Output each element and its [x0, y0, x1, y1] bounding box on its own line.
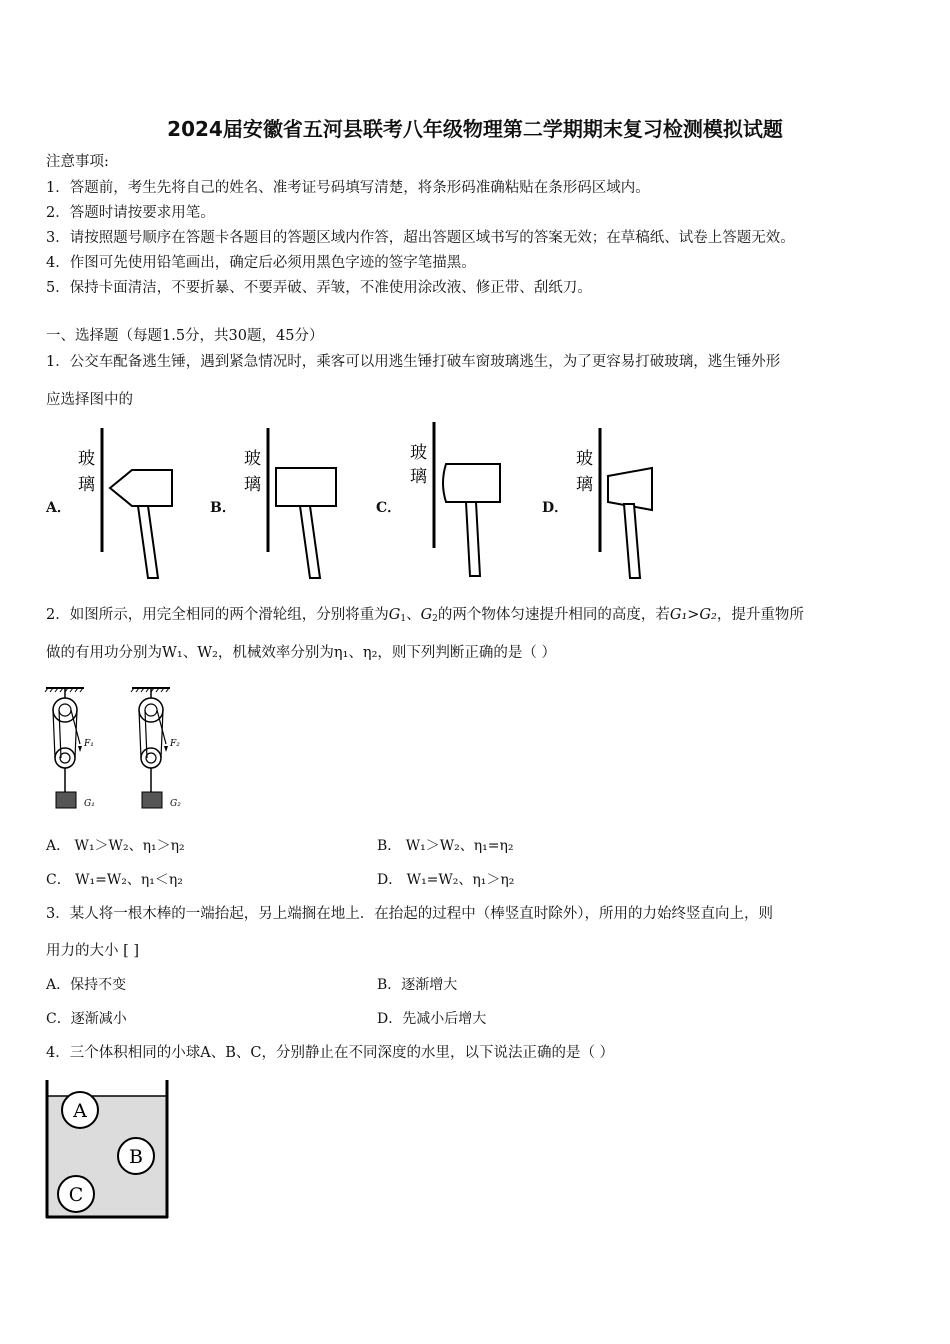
glass-label: 玻 — [78, 449, 95, 469]
ball-label: B — [129, 1146, 143, 1168]
notice-item: 4．作图可先使用铅笔画出，确定后必须用黑色字迹的签字笔描黑。 — [46, 255, 476, 271]
pulley-figure-2 — [130, 686, 196, 816]
glass-label: 玻 — [244, 449, 261, 469]
hammer-figure-b — [238, 420, 343, 582]
water-container-figure — [44, 1078, 170, 1220]
question-2-text: 2．如图所示，用完全相同的两个滑轮组，分别将重为$G_1$、$G_2$的两个物体匀速提升相同的高度，若G₁>G₂，提升重物所 — [46, 607, 804, 624]
notice-item: 5．保持卡面清洁，不要折暴、不要弄破、弄皱，不准使用涂改液、修正带、刮纸刀。 — [46, 280, 592, 296]
question-2-text: 做的有用功分别为W₁、W₂，机械效率分别为η₁、η₂，则下列判断正确的是（ ） — [46, 645, 557, 661]
page-title: 2024届安徽省五河县联考八年级物理第二学期期末复习检测模拟试题 — [167, 117, 783, 141]
weight-label: G₂ — [170, 799, 181, 809]
ball-label: A — [73, 1100, 87, 1122]
question-1-text: 应选择图中的 — [46, 392, 133, 408]
glass-label: 璃 — [244, 475, 261, 495]
notice-heading: 注意事项: — [46, 154, 109, 170]
hammer-figure-c — [404, 418, 509, 580]
glass-label: 玻 — [576, 449, 593, 469]
notice-item: 2．答题时请按要求用笔。 — [46, 205, 215, 221]
notice-item: 3．请按照题号顺序在答题卡各题目的答题区域内作答，超出答题区域书写的答案无效；在草稿纸、试卷上答题无效。 — [46, 230, 795, 246]
question-3-text: 3．某人将一根木棒的一端抬起，另上端搁在地上．在抬起的过程中（棒竖直时除外），所用的力始终竖直向上，则 — [46, 906, 773, 922]
glass-label: 璃 — [576, 475, 593, 495]
section-heading: 一、选择题（每题1.5分，共30题，45分） — [46, 328, 324, 344]
hammer-figure-d — [570, 420, 675, 582]
option-d-label: D． — [542, 500, 569, 516]
q2-option-b: B． W₁＞W₂、η₁=η₂ — [377, 838, 514, 854]
glass-label: 璃 — [78, 475, 95, 495]
option-a-label: A． — [46, 500, 71, 516]
force-label: F₂ — [170, 739, 180, 749]
q2-option-d: D． W₁=W₂、η₁＞η₂ — [377, 872, 515, 888]
question-3-text: 用力的大小 [ ] — [46, 943, 140, 959]
weight-label: G₁ — [84, 799, 95, 809]
notice-item: 1．答题前，考生先将自己的姓名、准考证号码填写清楚，将条形码准确粘贴在条形码区域内。 — [46, 180, 650, 196]
q3-option-b: B．逐渐增大 — [377, 977, 458, 993]
force-label: F₁ — [84, 739, 94, 749]
q3-option-a: A．保持不变 — [46, 977, 127, 993]
q2-option-c: C． W₁=W₂、η₁＜η₂ — [46, 872, 183, 888]
option-b-label: B． — [210, 500, 236, 516]
question-1-text: 1．公交车配备逃生锤，遇到紧急情况时，乘客可以用逃生锤打破车窗玻璃逃生，为了更容易打破玻璃，逃生锤外形 — [46, 354, 781, 370]
hammer-figure-a — [72, 420, 177, 582]
q3-option-d: D．先减小后增大 — [377, 1011, 487, 1027]
ball-label: C — [68, 1184, 84, 1206]
option-c-label: C． — [376, 500, 402, 516]
question-4-text: 4．三个体积相同的小球A、B、C，分别静止在不同深度的水里，以下说法正确的是（ ） — [46, 1045, 615, 1061]
pulley-figure-1 — [44, 686, 110, 816]
glass-label: 璃 — [410, 467, 427, 487]
q2-option-a: A． W₁＞W₂、η₁＞η₂ — [46, 838, 185, 854]
glass-label: 玻 — [410, 443, 427, 463]
q3-option-c: C．逐渐减小 — [46, 1011, 127, 1027]
